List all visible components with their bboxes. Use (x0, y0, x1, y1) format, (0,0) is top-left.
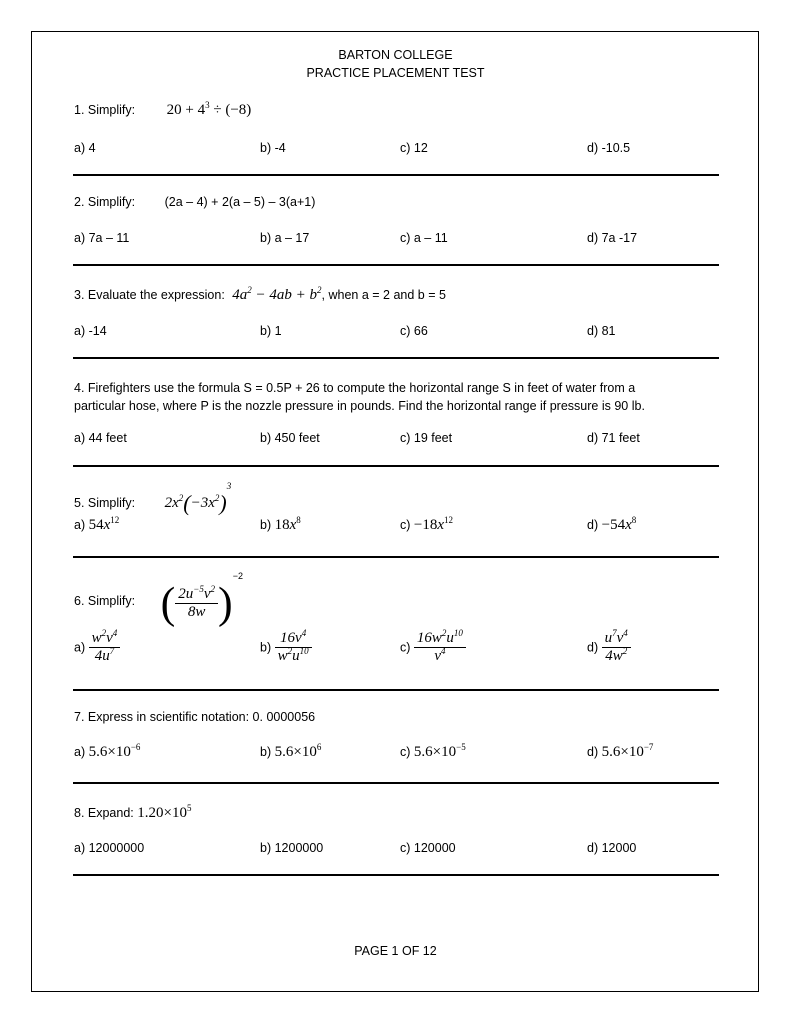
divider (73, 174, 719, 176)
q7-answer-b[interactable]: b) $5.6\times 10^6$ (260, 742, 322, 760)
q3-answer-a[interactable]: a) -14 (74, 324, 107, 338)
q3-answer-c[interactable]: c) 66 (400, 324, 428, 338)
divider (73, 689, 719, 691)
q1-prompt: 1. Simplify: (74, 103, 136, 117)
q6-answer-a[interactable]: a) $\frac{w^2v^4}{4u^7}$ (74, 630, 120, 665)
q2-answer-a[interactable]: a) 7a – 11 (74, 231, 130, 245)
q4-text-line-2: particular hose, where P is the nozzle pressure in pounds. Find the horizontal range if pressure is 90 lb. (74, 399, 645, 413)
q3-condition: , when a = 2 and b = 5 (321, 288, 446, 302)
q5-answer-d[interactable]: $d) -54x^8$ (587, 515, 637, 533)
q2-answer-b[interactable]: b) a – 17 (260, 231, 310, 245)
q8-answer-d[interactable]: d) 12000 (587, 841, 637, 855)
q7-answer-a[interactable]: a) $5.6\times 10^{-6}$ (74, 742, 141, 760)
q5-answer-a[interactable]: a) $54x^{12}$ (74, 515, 120, 533)
q8-answer-b[interactable]: b) 1200000 (260, 841, 324, 855)
question-5 (74, 481, 232, 517)
q3-answer-d[interactable]: d) 81 (587, 324, 616, 338)
q6-answer-b[interactable]: b) $\frac{16v^4}{w^2u^{10}}$ (260, 630, 312, 665)
q8-answer-c[interactable]: c) 120000 (400, 841, 456, 855)
q4-text-line-1: 4. Firefighters use the formula S = 0.5P + 26 to compute the horizontal range S in feet of water from a (74, 381, 636, 395)
q2-answer-c[interactable]: c) a – 11 (400, 231, 448, 245)
q3-prompt: 3. Evaluate the expression: (74, 288, 225, 302)
divider (73, 556, 719, 558)
question-3 (74, 287, 446, 304)
q7-answer-c[interactable]: c) $5.6\times 10^{-5}$ (400, 742, 466, 760)
q4-answer-a[interactable]: a) 44 feet (74, 431, 127, 445)
q8-prompt: 8. Expand: (74, 806, 134, 820)
divider (73, 874, 719, 876)
divider (73, 264, 719, 266)
q6-prompt: 6. Simplify: (74, 593, 136, 608)
q6-expression: ( $\frac{2u^{-5}v^2}{8w}$ )$^{-2}$ (160, 571, 243, 628)
q8-answer-a[interactable]: a) 12000000 (74, 841, 145, 855)
q4-answer-d[interactable]: d) 71 feet (587, 431, 640, 445)
q1-answer-b[interactable]: b) -4 (260, 141, 286, 155)
question-4 (74, 379, 645, 415)
q2-answer-d[interactable]: d) 7a -17 (587, 231, 638, 245)
q1-expression: $20 + 4^3 \div (-8)$ (166, 100, 252, 118)
question-6 (74, 571, 243, 628)
q2-prompt: 2. Simplify: (74, 195, 136, 209)
question-2 (74, 195, 315, 209)
q1-answer-d[interactable]: d) -10.5 (587, 141, 631, 155)
q5-answer-c[interactable]: $c) -18x^{12}$ (400, 515, 454, 533)
q3-expression: $4a^2 - 4ab + b^2$ (232, 285, 322, 303)
divider (73, 357, 719, 359)
q3-answer-b[interactable]: b) 1 (260, 324, 282, 338)
q7-answer-d[interactable]: d) $5.6\times 10^{-7}$ (587, 742, 654, 760)
q5-expression: $2x^2(-3x^2)^3$ (164, 481, 232, 516)
page-number: PAGE 1 OF 12 (354, 944, 437, 958)
q6-answer-c[interactable]: c) $\frac{16w^2u^{10}}{v^4}$ (400, 630, 466, 665)
q7-prompt: 7. Express in scientific notation: 0. 0000056 (74, 710, 316, 724)
q1-answer-c[interactable]: c) 12 (400, 141, 428, 155)
q5-answer-b[interactable]: b) $18x^8$ (260, 515, 301, 533)
divider (73, 465, 719, 467)
q5-prompt: 5. Simplify: (74, 496, 136, 510)
q6-answer-d[interactable]: d) $\frac{u^7v^4}{4w^2}$ (587, 630, 631, 665)
question-8 (74, 805, 191, 822)
test-title: PRACTICE PLACEMENT TEST (306, 66, 485, 80)
q8-expression: $1.20\times 10^5$ (137, 803, 192, 821)
q4-answer-c[interactable]: c) 19 feet (400, 431, 453, 445)
college-name: BARTON COLLEGE (338, 48, 453, 62)
q1-answer-a[interactable]: a) 4 (74, 141, 96, 155)
divider (73, 782, 719, 784)
question-1 (74, 102, 251, 119)
q4-answer-b[interactable]: b) 450 feet (260, 431, 320, 445)
q2-expression: (2a – 4) + 2(a – 5) – 3(a+1) (164, 195, 316, 209)
